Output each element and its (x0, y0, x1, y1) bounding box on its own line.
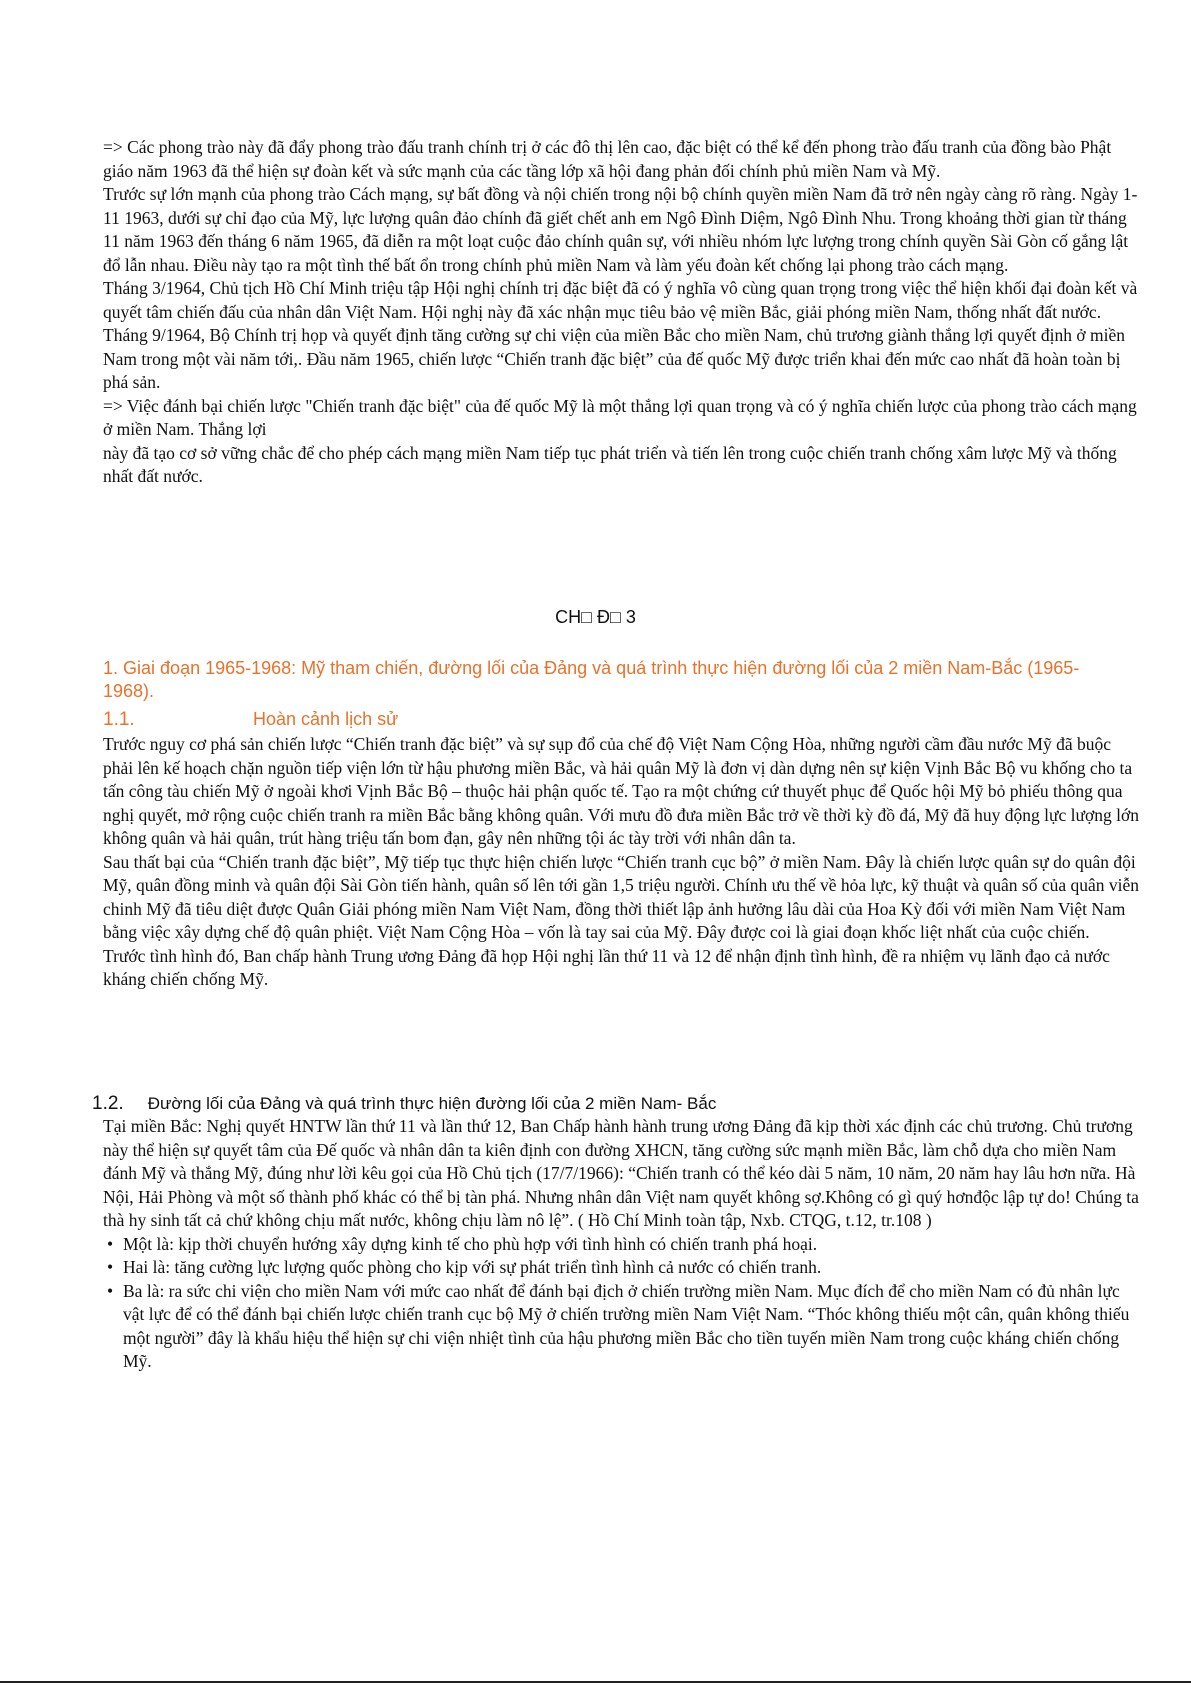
paragraph: Tháng 9/1964, Bộ Chính trị họp và quyết định tăng cường sự chi viện của miền Bắc cho miền Nam, chủ trương giành thắng lợi quyết định ở miền Nam trong một vài năm tới,. Đầu năm 1965, chiến lược “Chiến tranh đặc biệt” của đế quốc Mỹ được triển khai đến mức cao nhất đã hoàn toàn bị phá sản. (103, 325, 1125, 392)
paragraph: Tại miền Bắc: Nghị quyết HNTW lần thứ 11 và lần thứ 12, Ban Chấp hành hành trung ương Đảng đã kịp thời xác định các chủ trương. Chủ trương này thể hiện sự quyết tâm của Đế quốc và nhân dân ta kiên định con đường XHCN, tăng cường sức mạnh miền Bắc, làm chỗ dựa cho miền Nam đánh Mỹ và thắng Mỹ, đúng như lời kêu gọi của Hồ Chủ tịch (17/7/1966): “Chiến tranh có thể kéo dài 5 năm, 10 năm, 20 năm hay lâu hơn nữa. Hà Nội, Hải Phòng và một số thành phố khác có thể bị tàn phá. Nhưng nhân dân Việt nam quyết không sợ.Không có gì quý hơnđộc lập tự do! Chúng ta thà hy sinh tất cả chứ không chịu mất nước, không chịu làm nô lệ”. ( Hồ Chí Minh toàn tập, Nxb. CTQG, t.12, tr.108 ) (103, 1116, 1139, 1230)
intro-text-block (103, 136, 1143, 489)
subsection-number: 1.2. (92, 1093, 124, 1114)
chapter-heading: CH□ Đ□ 3 (555, 607, 636, 627)
paragraph: này đã tạo cơ sở vững chắc để cho phép cách mạng miền Nam tiếp tục phát triển và tiến lên trong cuộc chiến tranh chống xâm lược Mỹ và thống nhất đất nước. (103, 442, 1117, 486)
paragraph: Trước sự lớn mạnh của phong trào Cách mạng, sự bất đồng và nội chiến trong nội bộ chính quyền miền Nam đã trở nên ngày càng rõ ràng. Ngày 1-11 1963, dưới sự chỉ đạo của Mỹ, lực lượng quân đảo chính đã giết chết anh em Ngô Đình Diệm, Ngô Đình Nhu. Trong khoảng thời gian từ tháng 11 năm 1963 đến tháng 6 năm 1965, đã diễn ra một loạt cuộc đảo chính quân sự, với nhiều nhóm lực lượng trong chính quyền Sài Gòn cố gắng lật đổ lẫn nhau. Điều này tạo ra một tình thế bất ổn trong chính phủ miền Nam và làm yếu đoàn kết chống lại phong trào cách mạng. (103, 184, 1138, 275)
list-item: • Hai là: tăng cường lực lượng quốc phòng cho kịp với sự phát triển tình hình cả nước có chiến tranh. (103, 1256, 1143, 1280)
subsection-number: 1.1. (103, 709, 135, 730)
paragraph: Sau thất bại của “Chiến tranh đặc biệt”, Mỹ tiếp tục thực hiện chiến lược “Chiến tranh cục bộ” ở miền Nam. Đây là chiến lược quân sự do quân đội Mỹ, quân đồng minh và quân đội Sài Gòn tiến hành, quân số lên tới gần 1,5 triệu người. Chính ưu thế về hỏa lực, kỹ thuật và quân số của quân viễn chinh Mỹ đã tiêu diệt được Quân Giải phóng miền Nam Việt Nam, đồng thời thiết lập ảnh hưởng lâu dài của Hoa Kỳ đối với miền Nam Việt Nam bằng việc xây dựng chế độ quân phiệt. Việt Nam Cộng Hòa – vốn là tay sai của Mỹ. Đây được coi là giai đoạn khốc liệt nhất của cuộc chiến. (103, 851, 1140, 942)
subsection-heading-1 (103, 709, 398, 731)
subsection-title: Đường lối của Đảng và quá trình thực hiện đường lối của 2 miền Nam- Bắc (147, 1094, 717, 1113)
subsection-title: Hoàn cảnh lịch sử (253, 709, 399, 729)
list-item: • Một là: kịp thời chuyển hướng xây dựng kinh tế cho phù hợp với tình hình có chiến tranh phá hoại. (103, 1233, 1143, 1257)
party-line-block (103, 1115, 1143, 1374)
section-heading (103, 657, 1113, 703)
subsection-heading-2 (92, 1093, 716, 1115)
section-title: Giai đoạn 1965-1968: Mỹ tham chiến, đường lối của Đảng và quá trình thực hiện đường lối của 2 miền Nam-Bắc (1965-1968). (103, 658, 1080, 701)
page-bottom-rule (0, 1681, 1191, 1683)
section-number: 1. (103, 658, 119, 678)
paragraph: => Các phong trào này đã đẩy phong trào đấu tranh chính trị ở các đô thị lên cao, đặc biệt có thể kể đến phong trào đấu tranh của đồng bào Phật giáo năm 1963 đã thể hiện sự đoàn kết và sức mạnh của các tầng lớp xã hội đang phản đối chính phủ miền Nam và Mỹ. (103, 137, 1112, 181)
paragraph: => Việc đánh bại chiến lược "Chiến tranh đặc biệt" của đế quốc Mỹ là một thắng lợi quan trọng và có ý nghĩa chiến lược của phong trào cách mạng ở miền Nam. Thắng lợi (103, 395, 1137, 439)
list-item: • Ba là: ra sức chi viện cho miền Nam với mức cao nhất để đánh bại địch ở chiến trường miền Nam. Mục đích để cho miền Nam có đủ nhân lực vật lực để có thể đánh bại chiến lược chiến tranh cục bộ Mỹ ở chiến trường miền Nam Việt Nam. “Thóc không thiếu một cân, quân không thiếu một người” đây là khẩu hiệu thể hiện sự chi viện nhiệt tình của hậu phương miền Bắc cho tiền tuyến miền Nam trong cuộc kháng chiến chống Mỹ. (103, 1280, 1143, 1374)
paragraph: Trước tình hình đó, Ban chấp hành Trung ương Đảng đã họp Hội nghị lần thứ 11 và 12 để nhận định tình hình, đề ra nhiệm vụ lãnh đạo cả nước kháng chiến chống Mỹ. (103, 945, 1110, 989)
paragraph: Trước nguy cơ phá sản chiến lược “Chiến tranh đặc biệt” và sự sụp đổ của chế độ Việt Nam Cộng Hòa, những người cầm đầu nước Mỹ đã buộc phải lên kế hoạch chặn nguồn tiếp viện lớn từ hậu phương miền Bắc, và hải quân Mỹ là đơn vị dàn dựng nên sự kiện Vịnh Bắc Bộ vu khống cho ta tấn công tàu chiến Mỹ ở ngoài khơi Vịnh Bắc Bộ – thuộc hải phận quốc tế. Tạo ra một chứng cứ thuyết phục để Quốc hội Mỹ bỏ phiếu thông qua nghị quyết, mở rộng cuộc chiến tranh ra miền Bắc bằng không quân. Với mưu đồ đưa miền Bắc trở về thời kỳ đồ đá, Mỹ đã huy động lực lượng lớn không quân và hải quân, trút hàng triệu tấn bom đạn, gây nên những tội ác tày trời với nhân dân ta. (103, 734, 1140, 848)
bullet-list (103, 1233, 1143, 1374)
historical-context-block (103, 733, 1143, 992)
paragraph: Tháng 3/1964, Chủ tịch Hồ Chí Minh triệu tập Hội nghị chính trị đặc biệt đã có ý nghĩa vô cùng quan trọng trong việc thể hiện khối đại đoàn kết và quyết tâm chiến đấu của nhân dân Việt Nam. Hội nghị này đã xác nhận mục tiêu bảo vệ miền Bắc, giải phóng miền Nam, thống nhất đất nước. (103, 278, 1138, 322)
